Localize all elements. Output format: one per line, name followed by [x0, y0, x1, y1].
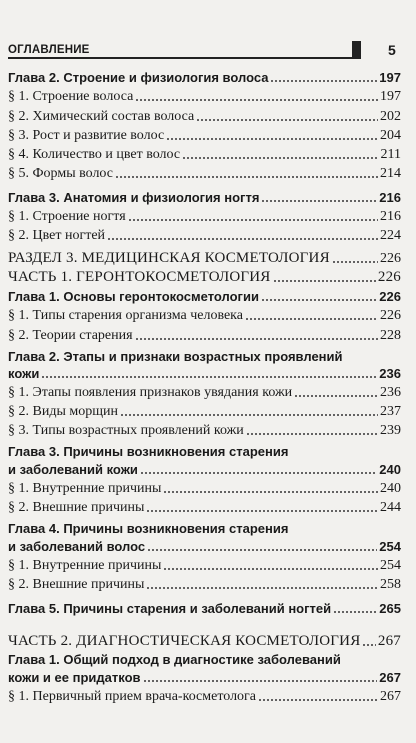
toc-entry-title: § 1. Внутренние причины [8, 558, 162, 573]
toc-section-row[interactable] [8, 685, 401, 705]
dot-leader [261, 200, 377, 202]
toc-entry-title: § 2. Цвет ногтей [8, 228, 106, 243]
toc-entry-page: 254 [380, 558, 401, 573]
toc-entry-page: 226 [380, 251, 401, 266]
toc-section-row[interactable] [8, 124, 401, 144]
dot-leader [135, 99, 378, 101]
toc-entry-page: 267 [380, 689, 401, 704]
toc-entry-page: 239 [380, 423, 401, 438]
toc-part-row[interactable] [8, 266, 401, 286]
toc-entry-title: кожи [8, 366, 40, 381]
toc-entry-title: и заболеваний волос [8, 539, 146, 554]
dot-leader [128, 219, 378, 221]
toc-entry-title: § 5. Формы волос [8, 166, 113, 181]
toc-entry-page: 197 [380, 89, 401, 104]
toc-chapter-row[interactable] [8, 535, 401, 555]
toc-part-row[interactable] [8, 630, 401, 650]
toc-entry-title: § 2. Химический состав волоса [8, 109, 195, 124]
dot-leader [143, 680, 378, 682]
toc-entry-page: 226 [377, 269, 401, 285]
header-block-marker [352, 41, 361, 59]
toc-entry-page: 226 [380, 308, 401, 323]
toc-entry-page: 202 [380, 109, 401, 124]
toc-chapter-row[interactable] [8, 362, 401, 382]
toc-entry-title: и заболеваний кожи [8, 462, 138, 477]
toc-entry-page: 224 [380, 228, 401, 243]
toc-entry-page: 237 [380, 404, 401, 419]
toc-entry-page: 214 [380, 166, 401, 181]
toc-entry-page: 240 [379, 462, 401, 477]
toc-entry-page: 254 [379, 539, 401, 554]
dot-leader [147, 549, 377, 551]
page-number: 5 [388, 42, 396, 58]
toc-entry-page: 228 [380, 328, 401, 343]
toc-section-row[interactable] [8, 554, 401, 574]
toc-entry-page: 267 [379, 670, 401, 685]
toc-entry-title: § 3. Типы возрастных проявлений кожи [8, 423, 244, 438]
dot-leader [332, 261, 378, 263]
dot-leader [246, 433, 378, 435]
toc-entry-page: 258 [380, 577, 401, 592]
toc-entry-page: 226 [379, 289, 401, 304]
toc-section-row[interactable] [8, 143, 401, 163]
dot-leader [146, 587, 378, 589]
dot-leader [107, 238, 378, 240]
toc-section-row[interactable] [8, 105, 401, 125]
toc-section-row[interactable] [8, 162, 401, 182]
dot-leader [245, 318, 378, 320]
toc-section-row[interactable] [8, 419, 401, 439]
toc-entry-title: § 3. Рост и развитие волос [8, 128, 165, 143]
toc-entry-title: § 1. Строение ногтя [8, 209, 126, 224]
header-rule [8, 57, 352, 59]
toc-entry-page: 216 [380, 209, 401, 224]
toc-entry-title: Глава 5. Причины старения и заболеваний ногтей [8, 601, 332, 616]
dot-leader [362, 644, 375, 646]
toc-entry-title: § 1. Типы старения организма человека [8, 308, 243, 323]
toc-entry-page: 267 [377, 633, 401, 649]
toc-chapter-row[interactable] [8, 458, 401, 478]
dot-leader [146, 510, 378, 512]
toc-chapter-row[interactable] [8, 666, 401, 686]
toc-entry-title: § 2. Внешние причины [8, 577, 145, 592]
toc-entry-page: 216 [379, 190, 401, 205]
toc-section-row[interactable] [8, 324, 401, 344]
toc-chapter-row[interactable] [8, 597, 401, 617]
toc-entry-page: 197 [379, 70, 401, 85]
toc-chapter-row[interactable] [8, 186, 401, 206]
toc-entry-title: Глава 3. Анатомия и физиология ногтя [8, 190, 260, 205]
dot-leader [270, 80, 377, 82]
toc-entry-title: Глава 1. Основы геронтокосметологии [8, 289, 259, 304]
toc-chapter-title-line: Глава 1. Общий подход в диагностике заболеваний [8, 652, 341, 667]
toc-entry-page: 236 [379, 366, 401, 381]
dot-leader [140, 472, 377, 474]
toc-entry-title: § 2. Виды морщин [8, 404, 118, 419]
dot-leader [115, 176, 378, 178]
toc-entry-title: § 1. Первичный прием врача-косметолога [8, 689, 257, 704]
toc-chapter-row[interactable] [8, 285, 401, 305]
toc-entry-title: § 1. Внутренние причины [8, 481, 162, 496]
dot-leader [182, 157, 378, 159]
toc-entry-page: 204 [380, 128, 401, 143]
toc-chapter-title-line: Глава 3. Причины возникновения старения [8, 444, 289, 459]
dot-leader [273, 280, 376, 282]
toc-section-row[interactable] [8, 477, 401, 497]
toc-razdel-row[interactable] [8, 247, 401, 267]
toc-section-row[interactable] [8, 85, 401, 105]
dot-leader [120, 414, 378, 416]
toc-section-row[interactable] [8, 224, 401, 244]
toc-entry-title: § 2. Теории старения [8, 328, 133, 343]
toc-entry-title: ЧАСТЬ 1. ГЕРОНТОКОСМЕТОЛОГИЯ [8, 269, 271, 285]
dot-leader [41, 376, 377, 378]
dot-leader [258, 699, 378, 701]
toc-section-row[interactable] [8, 573, 401, 593]
dot-leader [196, 119, 378, 121]
dot-leader [163, 568, 378, 570]
running-header-title: ОГЛАВЛЕНИЕ [8, 44, 90, 56]
toc-entry-page: 236 [380, 385, 401, 400]
toc-entry-title: Глава 2. Строение и физиология волоса [8, 70, 269, 85]
toc-entry-page: 211 [380, 147, 401, 162]
toc-section-row[interactable] [8, 381, 401, 401]
toc-section-row[interactable] [8, 496, 401, 516]
toc-section-row[interactable] [8, 205, 401, 225]
toc-entry-title: РАЗДЕЛ 3. МЕДИЦИНСКАЯ КОСМЕТОЛОГИЯ [8, 250, 330, 266]
dot-leader [294, 395, 378, 397]
toc-section-row[interactable] [8, 400, 401, 420]
toc-section-row[interactable] [8, 304, 401, 324]
toc-entry-title: ЧАСТЬ 2. ДИАГНОСТИЧЕСКАЯ КОСМЕТОЛОГИЯ [8, 633, 361, 649]
toc-entry-title: кожи и ее придатков [8, 670, 141, 685]
dot-leader [135, 338, 378, 340]
toc-entry-title: § 1. Строение волоса [8, 89, 134, 104]
dot-leader [333, 611, 377, 613]
toc-entry-page: 240 [380, 481, 401, 496]
toc-chapter-title-line: Глава 4. Причины возникновения старения [8, 521, 289, 536]
dot-leader [163, 491, 378, 493]
toc-entry-title: § 1. Этапы появления признаков увядания кожи [8, 385, 293, 400]
toc-entry-page: 244 [380, 500, 401, 515]
dot-leader [261, 299, 377, 301]
toc-chapter-row[interactable] [8, 66, 401, 86]
running-header [8, 40, 404, 64]
toc-entry-title: § 2. Внешние причины [8, 500, 145, 515]
toc-chapter-title-line: Глава 2. Этапы и признаки возрастных проявлений [8, 349, 343, 364]
toc-entry-page: 265 [379, 601, 401, 616]
dot-leader [166, 138, 378, 140]
toc-entry-title: § 4. Количество и цвет волос [8, 147, 181, 162]
